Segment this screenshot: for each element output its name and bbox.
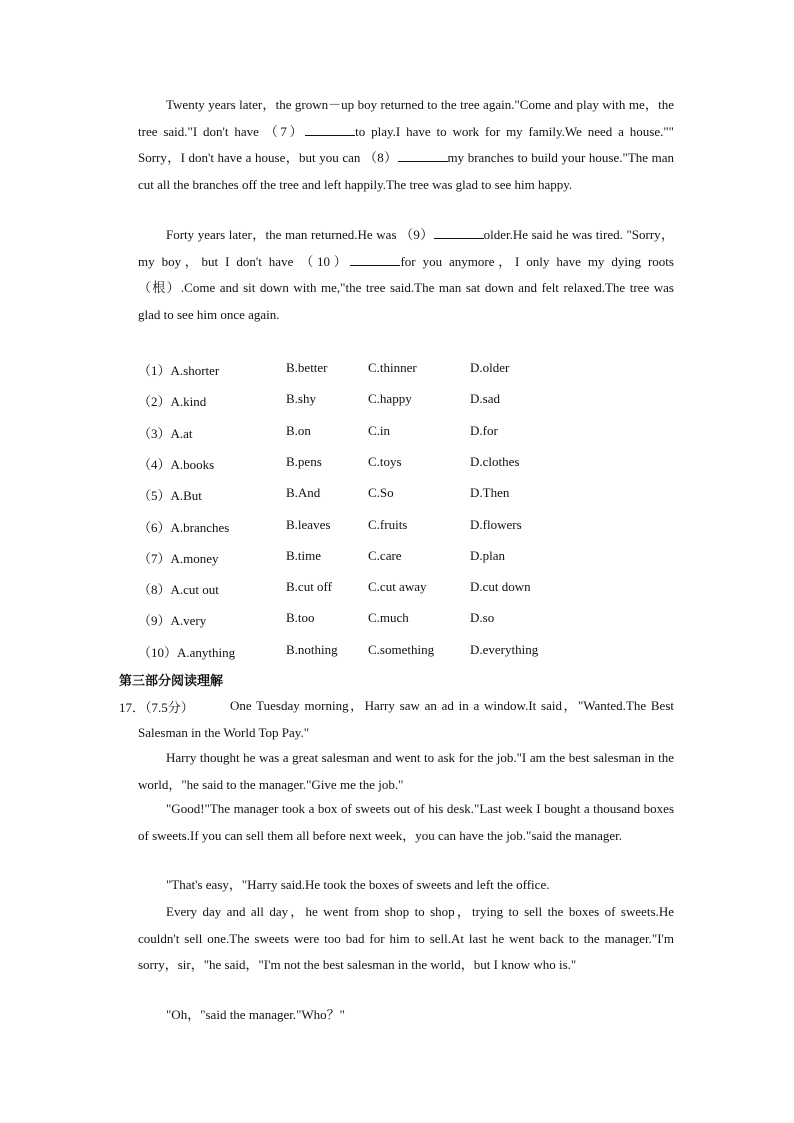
option-row bbox=[138, 391, 698, 411]
option-a: （4）A.books bbox=[138, 456, 215, 472]
question-paragraph-1 bbox=[138, 693, 674, 746]
option-a: （3）A.at bbox=[138, 425, 193, 441]
question-paragraph-5 bbox=[138, 899, 674, 979]
blank-7 bbox=[305, 123, 355, 136]
question-number: 17．（7.5分） bbox=[119, 700, 194, 715]
option-b: B.leaves bbox=[286, 516, 331, 532]
question-text: One Tuesday morning，Harry saw an ad in a window.It said，"Wanted.The Best Salesman in the World Top Pay." bbox=[138, 698, 674, 740]
question-paragraph-6 bbox=[138, 1002, 674, 1029]
option-b: B.shy bbox=[286, 391, 316, 407]
option-c: C.fruits bbox=[368, 516, 408, 532]
option-c: C.happy bbox=[368, 391, 412, 407]
option-b: B.And bbox=[286, 485, 321, 501]
option-a: （1）A.shorter bbox=[138, 363, 220, 378]
option-d: D.Then bbox=[470, 485, 510, 501]
option-row bbox=[138, 548, 698, 568]
passage-paragraph-1 bbox=[138, 92, 674, 198]
question-text: "That's easy，"Harry said.He took the boxes of sweets and left the office. bbox=[166, 877, 550, 892]
question-text: Every day and all day，he went from shop to shop，trying to sell the boxes of sweets.He couldn't sell one.The sweets were too bad for him to sell.At last he went back to the manager."I'm sorry，sir，"he said，"I'm not the best salesman in the world，but I know who is." bbox=[138, 904, 674, 973]
question-paragraph-3 bbox=[138, 796, 674, 849]
question-text: "Good!"The manager took a box of sweets out of his desk."Last week I bought a thousand boxes of sweets.If you can sell them all before next week，you can have the job."said the manager. bbox=[138, 801, 674, 843]
option-d: D.for bbox=[470, 422, 498, 438]
option-row bbox=[138, 517, 698, 537]
passage-text: to play.I have to work for my family.We need a house."" Sorry，I don't have a house，but you can （8） bbox=[138, 123, 674, 166]
section-title: 第三部分阅读理解 bbox=[119, 674, 224, 689]
option-d: D.clothes bbox=[470, 453, 520, 469]
option-a: （2）A.kind bbox=[138, 394, 207, 410]
question-text: Harry thought he was a great salesman and went to ask for the job."I am the best salesman in the world，"he said to the manager."Give me the job." bbox=[138, 750, 674, 792]
option-d: D.everything bbox=[470, 641, 539, 657]
option-d: D.plan bbox=[470, 547, 506, 563]
option-row bbox=[138, 423, 698, 443]
option-d: D.sad bbox=[470, 391, 500, 407]
blank-9 bbox=[434, 226, 484, 239]
blank-10 bbox=[350, 253, 400, 266]
passage-text: for you anymore，I only have my dying roots（根）.Come and sit down with me,"the tree said.The man sat down and felt relaxed.The tree was glad to see him once again. bbox=[138, 253, 674, 322]
option-row bbox=[138, 610, 698, 630]
option-c: C.thinner bbox=[368, 360, 417, 375]
option-c: C.toys bbox=[368, 453, 402, 469]
option-row bbox=[138, 579, 698, 599]
option-d: D.flowers bbox=[470, 516, 522, 532]
option-c: C.care bbox=[368, 547, 402, 563]
option-c: C.something bbox=[368, 641, 435, 657]
option-b: B.better bbox=[286, 360, 328, 375]
option-a: （5）A.But bbox=[138, 488, 202, 504]
option-b: B.nothing bbox=[286, 641, 338, 657]
option-a: （10）A.anything bbox=[138, 644, 236, 660]
question-paragraph-4 bbox=[138, 872, 674, 899]
option-d: D.so bbox=[470, 610, 495, 626]
option-row bbox=[138, 485, 698, 505]
option-b: B.cut off bbox=[286, 579, 332, 595]
option-b: B.on bbox=[286, 422, 311, 438]
option-b: B.too bbox=[286, 610, 315, 626]
option-c: C.So bbox=[368, 485, 394, 501]
option-d: D.older bbox=[470, 360, 510, 375]
option-a: （8）A.cut out bbox=[138, 582, 219, 598]
blank-8 bbox=[398, 149, 448, 162]
option-c: C.much bbox=[368, 610, 409, 626]
question-paragraph-2 bbox=[138, 745, 674, 798]
option-row bbox=[138, 360, 698, 380]
passage-text: Forty years later，the man returned.He was （9） bbox=[166, 227, 434, 242]
option-row bbox=[138, 454, 698, 474]
option-c: C.cut away bbox=[368, 579, 427, 595]
option-a: （9）A.very bbox=[138, 613, 207, 629]
question-text: "Oh，"said the manager."Who？" bbox=[166, 1007, 345, 1022]
option-a: （6）A.branches bbox=[138, 519, 230, 535]
passage-paragraph-2 bbox=[138, 222, 674, 328]
option-b: B.time bbox=[286, 547, 322, 563]
passage-text: older.He said he was tired. "Sorry，my boy，but I don't have （10） bbox=[138, 227, 674, 269]
option-d: D.cut down bbox=[470, 579, 531, 595]
option-b: B.pens bbox=[286, 453, 322, 469]
option-a: （7）A.money bbox=[138, 550, 219, 566]
option-c: C.in bbox=[368, 422, 391, 438]
passage-text: my branches to build your house."The man cut all the branches off the tree and left happily.The tree was glad to see him happy. bbox=[138, 150, 675, 192]
option-row bbox=[138, 642, 698, 662]
passage-text: Twenty years later，the grown－up boy returned to the tree again."Come and play with me，the tree said."I don't have （7） bbox=[138, 97, 674, 139]
